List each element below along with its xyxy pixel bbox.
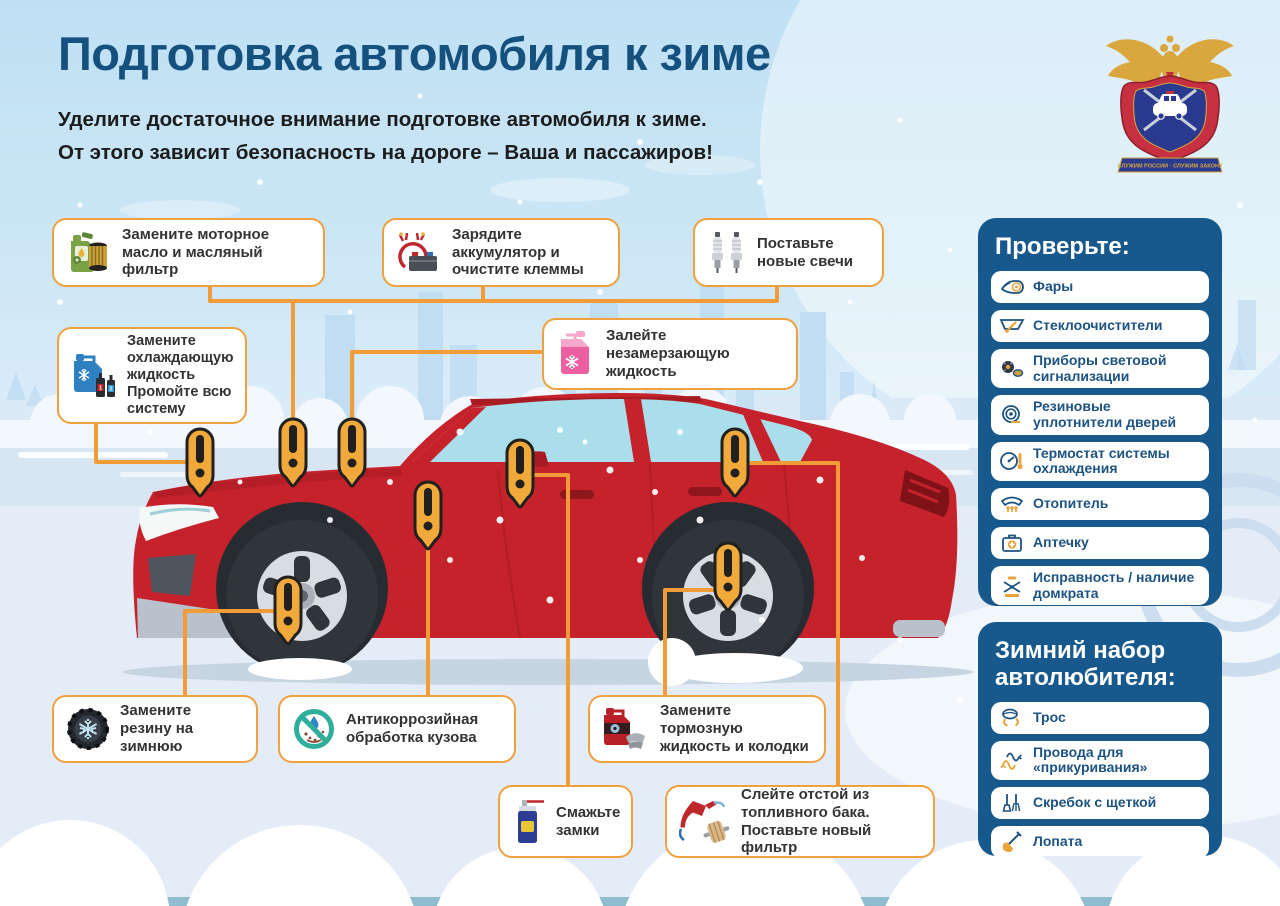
door-seal-icon	[999, 403, 1025, 427]
svg-text:2: 2	[109, 386, 113, 392]
scraper-brush-icon	[999, 791, 1025, 815]
check-item-signal-lights	[991, 349, 1209, 388]
check-item-first-aid-kit	[991, 527, 1209, 559]
callout-brakes-text: Замените тормозную жидкость и колодки	[660, 702, 809, 755]
lubricant-spray-icon	[512, 798, 546, 846]
kit-item-jumper-wires	[991, 741, 1209, 780]
callout-fuel-text: Слейте отстой из топливного бака. Поставьте новый фильтр	[741, 786, 872, 857]
check-item-label: Аптечку	[1033, 534, 1089, 551]
page-subtitle	[58, 104, 713, 170]
callout-anticorrosion-text: Антикоррозийная обработка кузова	[346, 711, 479, 746]
emblem-motto: СЛУЖИМ РОССИИ · СЛУЖИМ ЗАКОНУ	[1117, 163, 1223, 170]
svg-text:1: 1	[98, 385, 103, 391]
winter-kit-panel	[978, 622, 1222, 856]
spark-plugs-icon	[707, 231, 747, 275]
check-item-wipers	[991, 310, 1209, 342]
check-item-label: Исправность / наличие домкрата	[1033, 568, 1195, 601]
check-item-heater	[991, 488, 1209, 520]
callout-battery-text: Зарядите аккумулятор и очистите клеммы	[452, 225, 584, 279]
check-item-label: Фары	[1033, 278, 1074, 295]
first-aid-icon	[999, 531, 1025, 555]
thermostat-icon	[999, 449, 1025, 473]
battery-icon	[396, 231, 442, 275]
washer-fluid-icon	[556, 329, 596, 379]
check-panel	[978, 218, 1222, 606]
marker-front-door	[415, 482, 441, 549]
anti-rust-icon	[292, 707, 336, 751]
headlight-icon	[999, 275, 1025, 299]
callout-coolant-text: Замените охлаждающую жидкость Промойте всю систему	[127, 332, 234, 418]
check-panel-title: Проверьте:	[995, 233, 1130, 260]
callout-brakes	[588, 695, 826, 763]
check-item-headlights	[991, 271, 1209, 303]
callout-fuel	[665, 785, 935, 858]
callout-locks	[498, 785, 633, 858]
kit-item-tow-rope	[991, 702, 1209, 734]
callout-washer-fluid-text: Залейте незамерзающую жидкость	[606, 327, 730, 380]
check-item-door-seals	[991, 395, 1209, 434]
tow-rope-icon	[999, 706, 1025, 730]
fuel-filter-icon	[679, 797, 731, 847]
callout-spark-plugs-text: Поставьте новые свечи	[757, 234, 854, 270]
kit-item-label: Трос	[1033, 708, 1066, 725]
kit-item-label: Скребок с щеткой	[1033, 794, 1157, 811]
check-item-jack	[991, 566, 1209, 605]
winter-kit-panel-title: Зимний набор автолюбителя:	[995, 637, 1176, 691]
coolant-icon	[71, 349, 117, 403]
jumper-wires-icon	[999, 748, 1025, 772]
wiper-icon	[999, 314, 1025, 338]
marker-hood-left	[280, 419, 306, 486]
check-item-label: Термостат системы охлаждения	[1033, 444, 1170, 477]
kit-item-label: Провода для «прикуривания»	[1033, 743, 1148, 776]
kit-item-scraper-brush	[991, 787, 1209, 819]
check-item-label: Приборы световой сигнализации	[1033, 351, 1167, 384]
shovel-icon	[999, 830, 1025, 854]
marker-hood-right	[339, 419, 365, 486]
callout-coolant	[57, 327, 247, 424]
jack-icon	[999, 574, 1025, 598]
subtitle-line-2: От этого зависит безопасность на дороге – Ваша и пассажиров!	[58, 140, 713, 164]
callout-oil-text: Замените моторное масло и масляный фильтр	[122, 225, 270, 279]
callout-oil	[52, 218, 325, 287]
winter-tire-icon	[66, 707, 110, 751]
heater-icon	[999, 492, 1025, 516]
brake-fluid-icon	[602, 706, 650, 752]
page-title: Подготовка автомобиля к зиме	[58, 27, 771, 80]
signal-lights-icon	[999, 357, 1025, 381]
kit-item-shovel	[991, 826, 1209, 856]
callout-tires-text: Замените резину на зимнюю	[120, 702, 194, 755]
marker-pillar	[507, 440, 533, 507]
check-item-thermostat	[991, 442, 1209, 481]
check-item-label: Стеклоочистители	[1033, 317, 1163, 334]
kit-item-label: Лопата	[1033, 833, 1083, 850]
callout-battery	[382, 218, 620, 287]
marker-front-wheel	[275, 577, 301, 644]
callout-locks-text: Смажьте замки	[556, 803, 621, 839]
subtitle-line-1: Уделите достаточное внимание подготовке автомобиля к зиме.	[58, 108, 707, 131]
check-item-label: Резиновые уплотнители дверей	[1033, 398, 1177, 430]
check-item-label: Отопитель	[1033, 495, 1109, 512]
callout-anticorrosion	[278, 695, 516, 763]
marker-fuel-cap	[722, 429, 748, 496]
callout-spark-plugs	[693, 218, 884, 287]
marker-front-bumper	[187, 429, 213, 496]
ribbon	[1117, 158, 1223, 172]
oil-canister-icon	[66, 231, 112, 275]
callout-tires	[52, 695, 258, 763]
callout-washer-fluid	[542, 318, 798, 390]
marker-rear-wheel	[715, 543, 741, 610]
